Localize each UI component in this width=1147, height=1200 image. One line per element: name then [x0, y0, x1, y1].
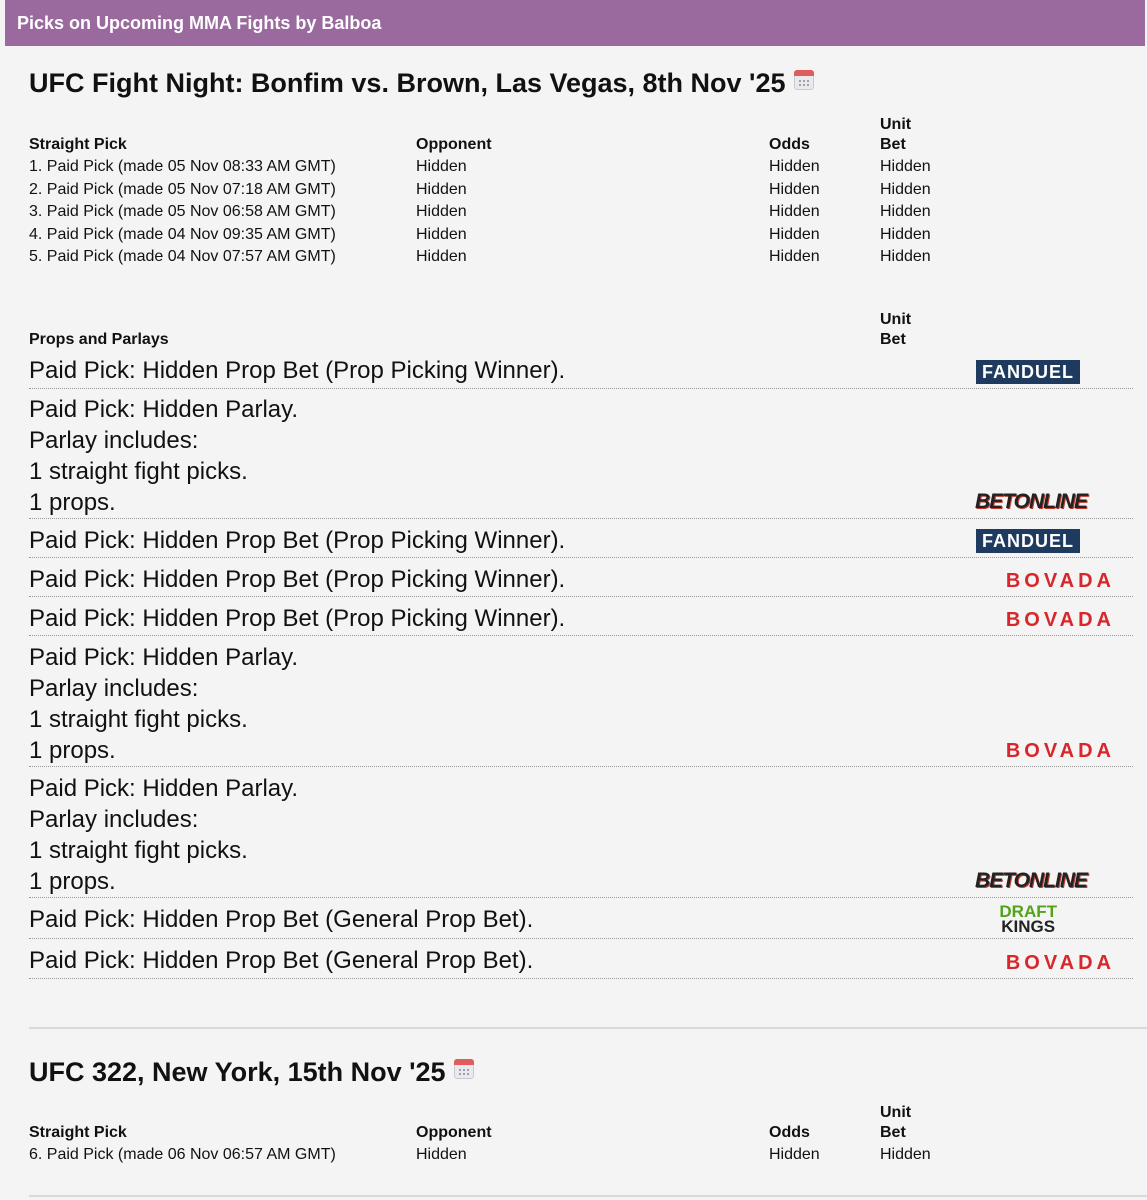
- draftkings-logo[interactable]: [999, 904, 1057, 934]
- section-divider: [29, 1027, 1147, 1029]
- pick-cell[interactable]: 1. Paid Pick (made 05 Nov 08:33 AM GMT): [29, 158, 336, 175]
- prop-text: Paid Pick: Hidden Prop Bet (Prop Picking Winner).: [29, 605, 566, 632]
- unit-cell: Hidden: [880, 158, 931, 175]
- prop-text: Paid Pick: Hidden Prop Bet (General Prop Bet).: [29, 906, 534, 933]
- calendar-icon[interactable]: [454, 1059, 474, 1079]
- prop-text: Paid Pick: Hidden Prop Bet (Prop Picking Winner).: [29, 527, 566, 554]
- prop-text: Paid Pick: Hidden Prop Bet (General Prop Bet).: [29, 947, 534, 974]
- odds-cell: Hidden: [769, 180, 820, 198]
- props-unit-header: Unit: [880, 311, 912, 328]
- list-item[interactable]: [29, 355, 1133, 389]
- prop-text: Paid Pick: Hidden Prop Bet (Prop Picking Winner).: [29, 566, 566, 593]
- table-row: [29, 156, 336, 269]
- opponent-cell: Hidden: [416, 203, 467, 220]
- unit-cell: Hidden: [880, 248, 931, 265]
- list-item[interactable]: [29, 564, 1133, 597]
- list-item[interactable]: [29, 525, 1133, 558]
- bovada-logo[interactable]: BOVADA: [1005, 609, 1115, 631]
- prop-text: Paid Pick: Hidden Parlay.: [29, 775, 299, 802]
- opponent-cell: Hidden: [416, 158, 467, 175]
- opponent-header: Opponent: [416, 1124, 492, 1141]
- prop-text: Parlay includes:: [29, 675, 199, 702]
- pick-cell[interactable]: 3. Paid Pick (made 05 Nov 06:58 AM GMT): [29, 203, 336, 220]
- pick-cell[interactable]: 6. Paid Pick (made 06 Nov 06:57 AM GMT): [29, 1146, 336, 1163]
- unit-cell: Hidden: [880, 1146, 931, 1163]
- pick-cell[interactable]: 5. Paid Pick (made 04 Nov 07:57 AM GMT): [29, 248, 336, 265]
- list-item[interactable]: [29, 394, 1133, 519]
- draftkings-logo-top: DRAFT: [999, 902, 1057, 921]
- prop-text: 1 props.: [29, 737, 116, 764]
- odds-header: Odds: [769, 136, 810, 153]
- odds-cell: Hidden: [769, 158, 820, 175]
- opponent-cell: Hidden: [416, 225, 467, 243]
- list-item[interactable]: [29, 773, 1133, 898]
- odds-cell: Hidden: [769, 248, 820, 265]
- bet-header: Bet: [880, 1124, 906, 1141]
- odds-cell: Hidden: [769, 225, 820, 243]
- straight-pick-header: Straight Pick: [29, 1124, 127, 1141]
- unit-header-1: Unit: [880, 116, 912, 133]
- page-header-title: Picks on Upcoming MMA Fights by Balboa: [17, 13, 382, 33]
- bet-header: Bet: [880, 136, 906, 153]
- unit-cell: Hidden: [880, 203, 931, 220]
- opponent-column: [416, 156, 467, 269]
- draftkings-logo-bottom: KINGS: [1001, 917, 1056, 936]
- opponent-cell: Hidden: [416, 180, 467, 198]
- prop-text: 1 straight fight picks.: [29, 706, 248, 733]
- calendar-icon[interactable]: [794, 70, 814, 90]
- list-item[interactable]: [29, 945, 1133, 979]
- odds-column: [769, 156, 820, 269]
- opponent-header: Opponent: [416, 136, 492, 153]
- pick-cell[interactable]: 4. Paid Pick (made 04 Nov 09:35 AM GMT): [29, 225, 336, 243]
- prop-text: Parlay includes:: [29, 427, 199, 454]
- opponent-cell: Hidden: [416, 248, 467, 265]
- straight-pick-header: Straight Pick: [29, 136, 127, 153]
- odds-cell: Hidden: [769, 203, 820, 220]
- prop-text: 1 straight fight picks.: [29, 837, 248, 864]
- props-parlays-header: Props and Parlays: [29, 331, 169, 348]
- prop-text: Paid Pick: Hidden Parlay.: [29, 644, 299, 671]
- betonline-logo[interactable]: BETONLINE: [975, 490, 1087, 513]
- unit-cell: Hidden: [880, 225, 931, 243]
- prop-text: Parlay includes:: [29, 806, 199, 833]
- prop-text: Paid Pick: Hidden Parlay.: [29, 396, 299, 423]
- opponent-cell: Hidden: [416, 1146, 467, 1163]
- pick-cell[interactable]: 2. Paid Pick (made 05 Nov 07:18 AM GMT): [29, 180, 336, 198]
- prop-text: 1 props.: [29, 489, 116, 516]
- prop-text: 1 straight fight picks.: [29, 458, 248, 485]
- prop-text: 1 props.: [29, 868, 116, 895]
- page-header: [5, 0, 1145, 46]
- unit-header-1: Unit: [880, 1104, 912, 1121]
- betonline-logo[interactable]: BETONLINE: [975, 869, 1087, 892]
- fanduel-logo[interactable]: FANDUEL: [976, 529, 1080, 553]
- unit-cell: Hidden: [880, 180, 931, 198]
- event-title-text: UFC Fight Night: Bonfim vs. Brown, Las Vegas, 8th Nov '25: [29, 68, 786, 98]
- list-item[interactable]: [29, 603, 1133, 636]
- bovada-logo[interactable]: BOVADA: [1005, 952, 1115, 974]
- prop-text: Paid Pick: Hidden Prop Bet (Prop Picking Winner).: [29, 357, 566, 384]
- event-title[interactable]: [29, 68, 814, 99]
- unit-column: [880, 156, 931, 269]
- section-divider: [29, 1195, 1147, 1197]
- list-item[interactable]: [29, 642, 1133, 767]
- event-title[interactable]: [29, 1057, 474, 1088]
- odds-header: Odds: [769, 1124, 810, 1141]
- bovada-logo[interactable]: BOVADA: [1005, 740, 1115, 762]
- list-item[interactable]: [29, 904, 1133, 939]
- bovada-logo[interactable]: BOVADA: [1005, 570, 1115, 592]
- props-bet-header: Bet: [880, 331, 906, 348]
- odds-cell: Hidden: [769, 1146, 820, 1163]
- event-title-text: UFC 322, New York, 15th Nov '25: [29, 1057, 446, 1087]
- fanduel-logo[interactable]: FANDUEL: [976, 360, 1080, 384]
